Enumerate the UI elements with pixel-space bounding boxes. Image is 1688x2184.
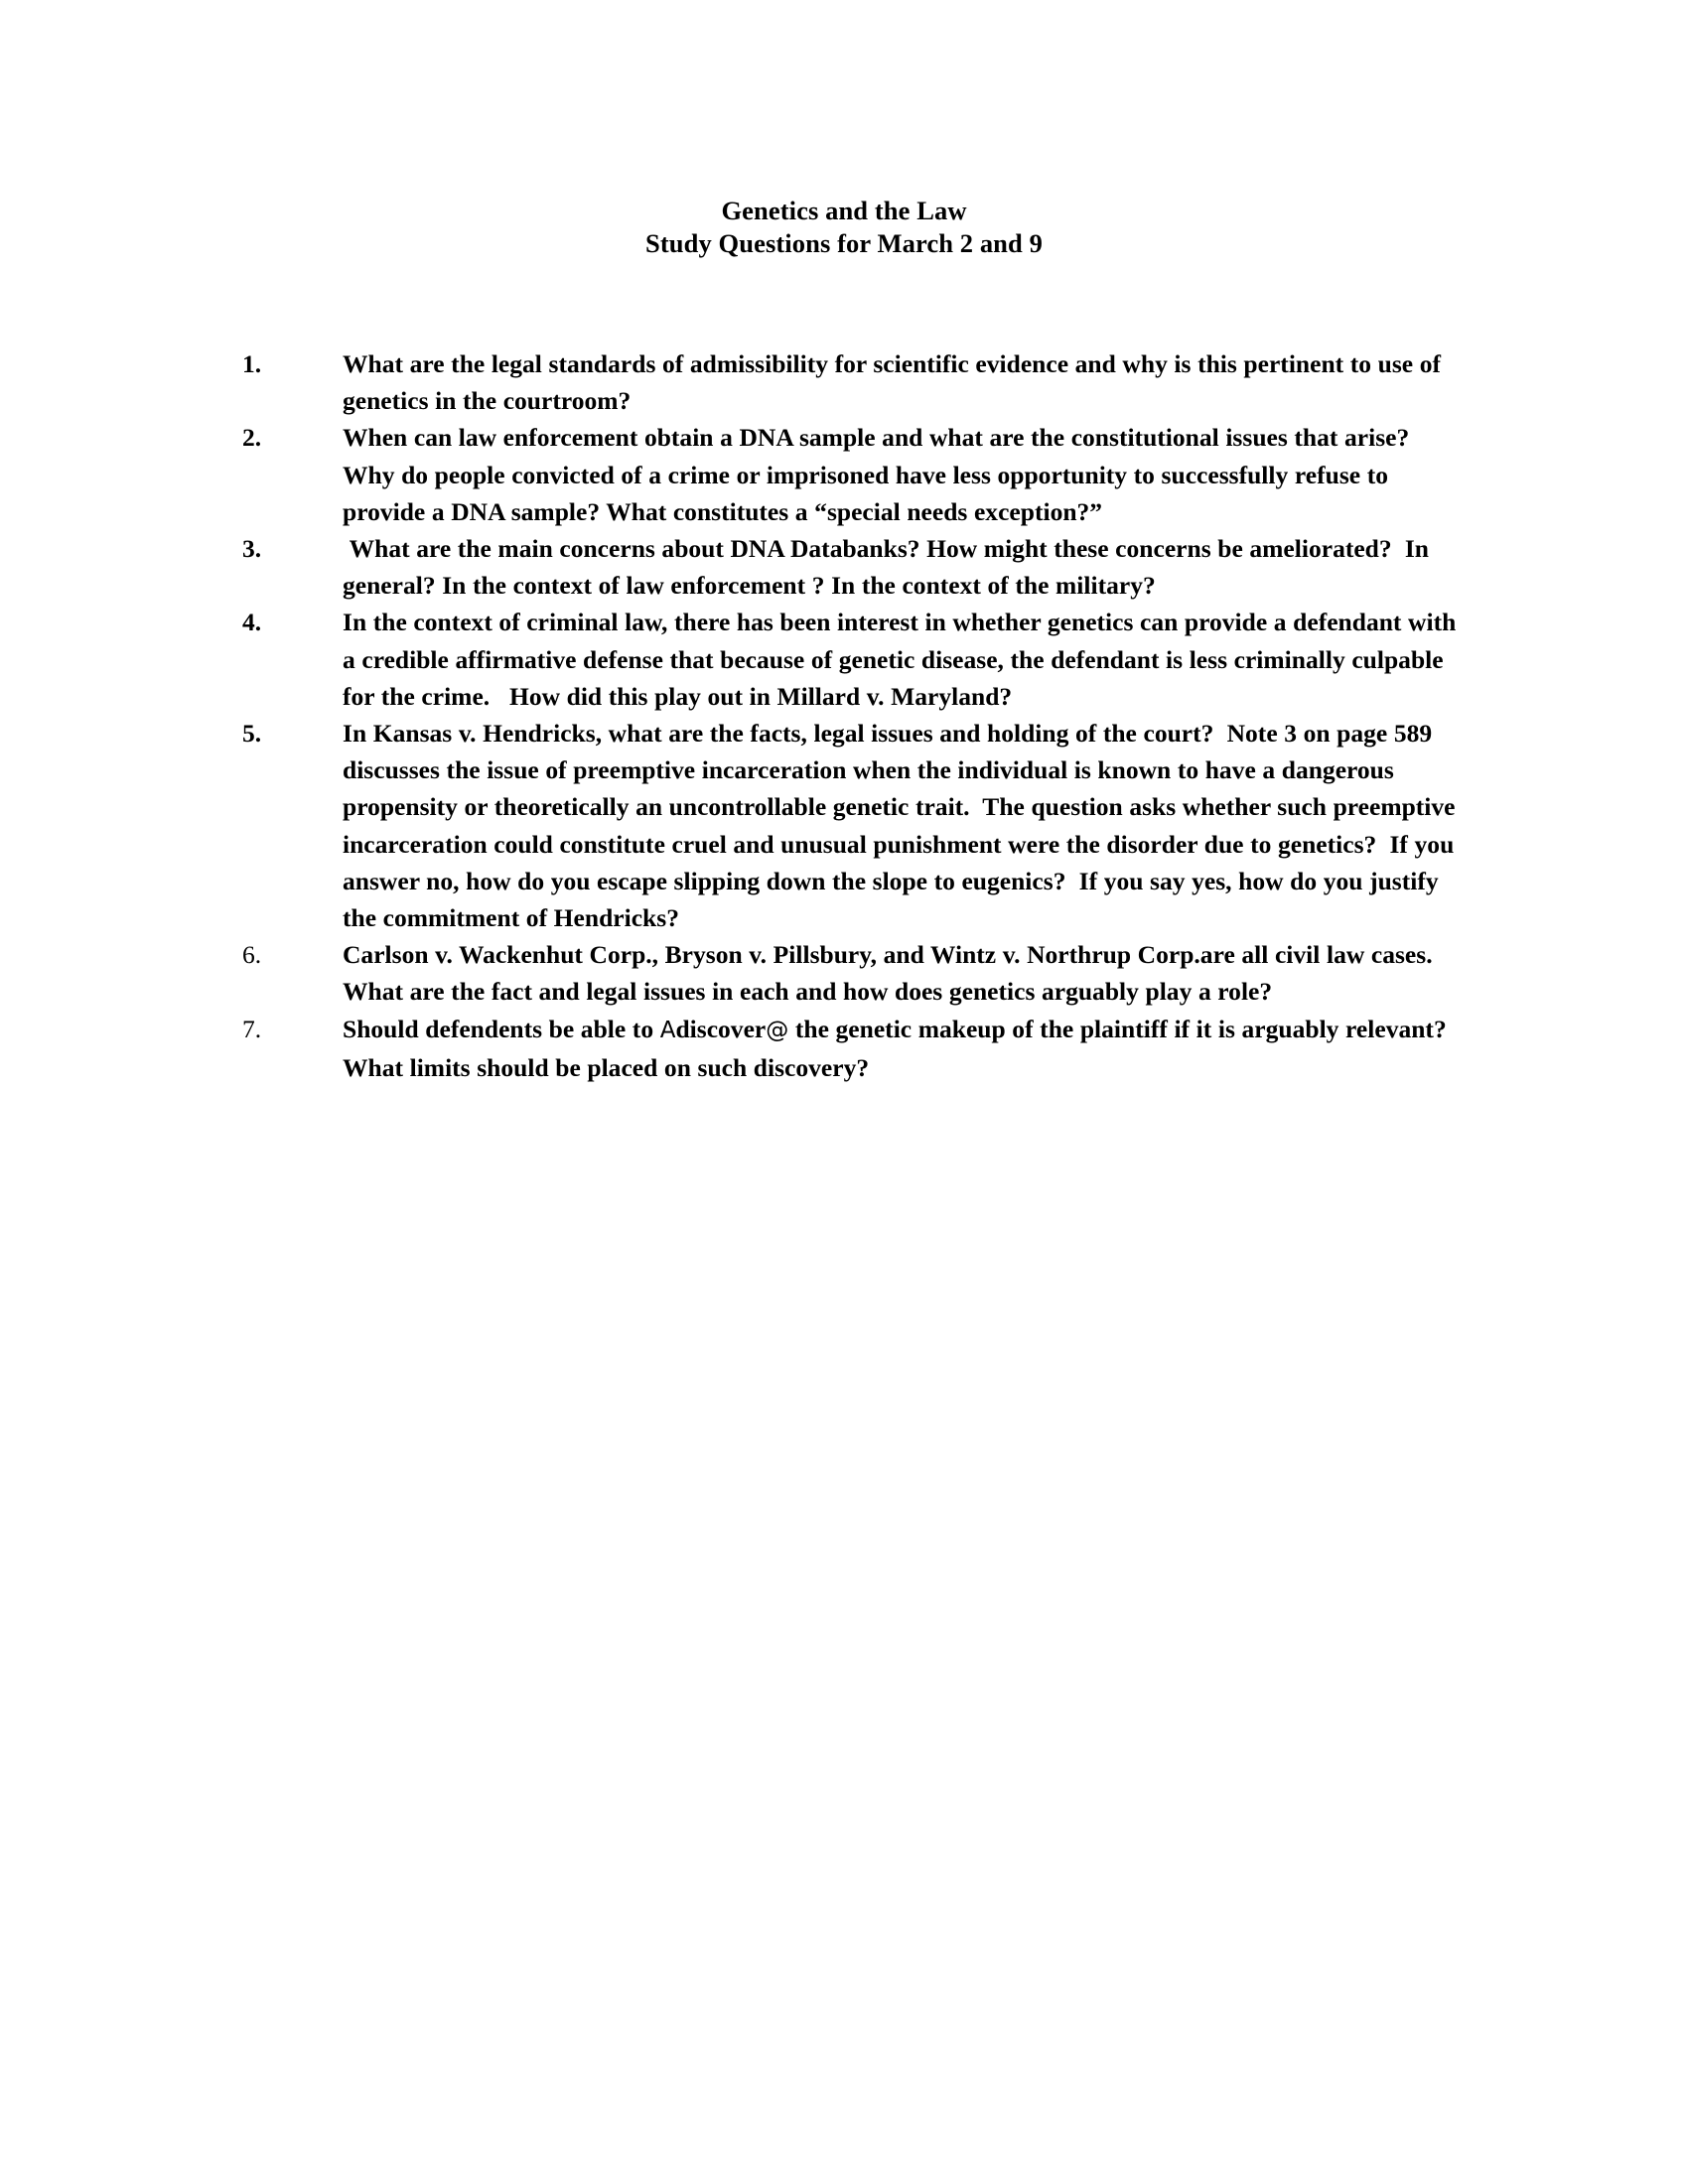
study-questions-list <box>238 345 1470 1086</box>
question-text-3: What are the main concerns about DNA Databanks? How might these concerns be ameliorated? In general? In the context of law enforcement ? In the context of the military? <box>343 534 1436 601</box>
question-number-5: 5. <box>242 719 262 749</box>
question-item-6 <box>238 936 1470 1010</box>
page-title-line-2: Study Questions for March 2 and 9 <box>645 228 1043 258</box>
document-title-block <box>0 195 1688 260</box>
question-number-3: 3. <box>242 534 262 564</box>
question-number-4: 4. <box>242 608 262 637</box>
question-number-2: 2. <box>242 423 262 453</box>
question-text-2: When can law enforcement obtain a DNA sample and what are the constitutional issues that arise? Why do people convicted of a crime or imprisoned have less opportunity to successfully refuse to provide a DNA sample? What constitutes a “special needs exception?” <box>343 423 1422 526</box>
question-item-5 <box>238 715 1470 936</box>
question-number-6: 6. <box>242 940 262 970</box>
question-number-7: 7. <box>242 1014 262 1043</box>
page-title-line-1: Genetics and the Law <box>721 196 967 225</box>
question-item-4 <box>238 604 1470 715</box>
encoding-artifact-glyph: A <box>659 1017 676 1043</box>
question-text-6: Carlson v. Wackenhut Corp., Bryson v. Pillsbury, and Wintz v. Northrup Corp.are all civil law cases. What are the fact and legal issues in each and how does genetics arguably play a role? <box>343 940 1439 1007</box>
question-text-1: What are the legal standards of admissibility for scientific evidence and why is this pertinent to use of genetics in the courtroom? <box>343 349 1448 416</box>
question-item-1 <box>238 345 1470 419</box>
question-text-5: In Kansas v. Hendricks, what are the facts, legal issues and holding of the court? Note 3 on page 589 discusses the issue of preemptive incarceration when the individual is known to have a dangerous propensity or theoretically an uncontrollable genetic trait. The question asks whether such preemptive incarceration could constitute cruel and unusual punishment were the disorder due to genetics? If you answer no, how do you escape slipping down the slope to eugenics? If you say yes, how do you justify the commitment of Hendricks? <box>343 719 1463 933</box>
question-item-2 <box>238 419 1470 530</box>
question-number-1: 1. <box>242 349 262 378</box>
question-item-7 <box>238 1011 1470 1086</box>
question-item-3 <box>238 530 1470 604</box>
question-text-7: Should defendents be able to Adiscover@ the genetic makeup of the plaintiff if it is arguably relevant? What limits should be placed on such discovery? <box>343 1014 1460 1082</box>
encoding-artifact-glyph: @ <box>766 1017 789 1043</box>
question-text-4: In the context of criminal law, there has been interest in whether genetics can provide a defendant with a credible affirmative defense that because of genetic disease, the defendant is less criminally culpable for the crime. How did this play out in Millard v. Maryland? <box>343 608 1463 711</box>
